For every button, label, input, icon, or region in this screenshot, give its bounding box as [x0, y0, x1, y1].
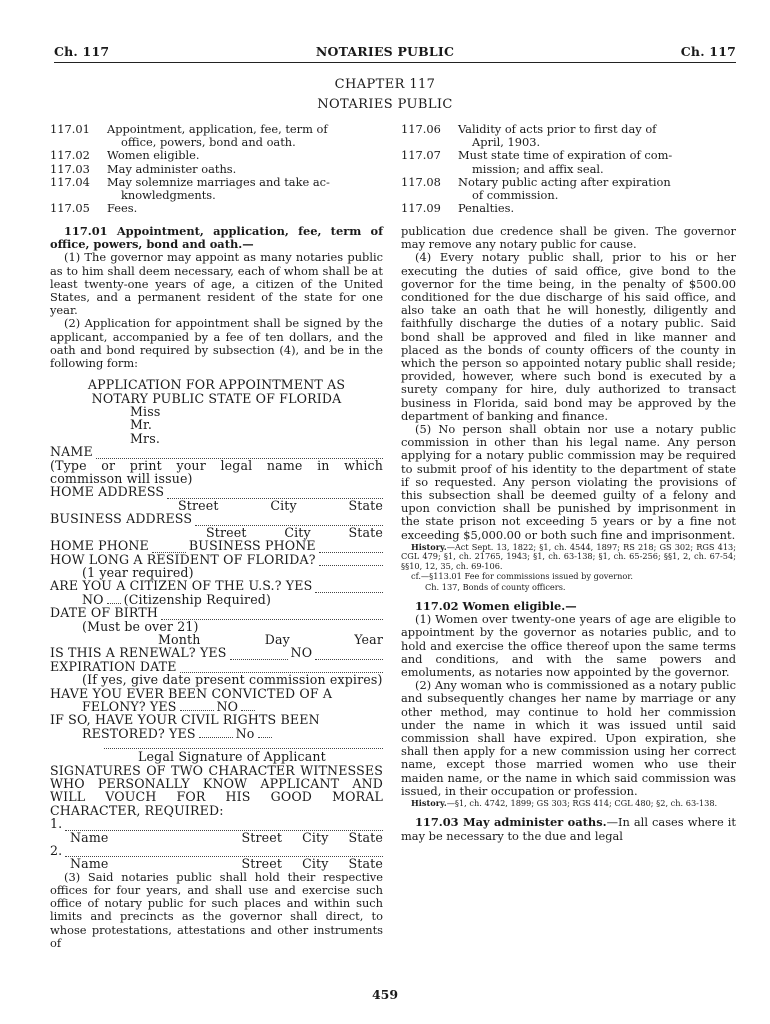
- field-label: BUSINESS PHONE: [188, 538, 316, 554]
- name-line: [50, 445, 383, 458]
- section-heading-117-03: 117.03 May administer oaths.: [415, 815, 607, 830]
- sublabel: Month: [158, 631, 201, 647]
- sublabel: Street: [178, 497, 219, 513]
- field-label: DATE OF BIRTH: [50, 605, 158, 621]
- address-sublabels: [50, 499, 383, 512]
- renewal-line: [50, 646, 383, 659]
- field-note: (Type or print your legal name in which commisson will issue): [50, 457, 383, 487]
- toc-item: [401, 123, 736, 149]
- restored-line: [50, 727, 383, 740]
- field-label: 1.: [50, 816, 63, 832]
- residency-line: [50, 553, 383, 566]
- sublabel: State: [348, 829, 383, 845]
- toc-number: 117.07: [401, 148, 441, 163]
- sublabel: Street: [241, 829, 283, 845]
- blank-line: [161, 609, 383, 620]
- blank-line: [65, 846, 383, 857]
- sublabel: Street: [241, 856, 283, 872]
- sublabel: City: [284, 524, 311, 540]
- field-label: HOW LONG A RESIDENT OF FLORIDA?: [50, 551, 316, 567]
- field-label: IS THIS A RENEWAL? YES: [50, 645, 227, 661]
- header-rule: [54, 62, 736, 63]
- running-header-right: Ch. 117: [680, 44, 736, 59]
- address-sublabels: [50, 526, 383, 539]
- toc-text: Women eligible.: [107, 148, 200, 163]
- field-label: 2.: [50, 843, 63, 859]
- sublabel: State: [348, 497, 383, 513]
- field-label: FELONY? YES: [82, 698, 177, 714]
- citizen-no-line: [50, 593, 383, 606]
- field-label: HAVE YOU EVER BEEN CONVICTED OF A: [50, 685, 333, 701]
- running-header-center: NOTARIES PUBLIC: [315, 44, 455, 59]
- toc-text: May solemnize marriages and take ac-: [107, 174, 330, 189]
- blank-line: [180, 701, 214, 711]
- toc-right: [401, 123, 736, 215]
- blank-line: [319, 542, 383, 553]
- field-label: RESTORED? YES: [82, 725, 196, 741]
- toc-text: May administer oaths.: [107, 161, 237, 176]
- sublabel: State: [348, 524, 383, 540]
- blank-line: [241, 701, 255, 711]
- witness-sublabels: [50, 857, 383, 870]
- blank-line: [199, 728, 233, 738]
- toc-text: Validity of acts prior to first day of: [458, 122, 657, 136]
- history-label: History.: [411, 541, 447, 552]
- toc-text: Must state time of expiration of com-: [458, 148, 673, 163]
- field-label: No: [235, 725, 255, 741]
- field-note: (If yes, give date present commission expires): [82, 672, 383, 688]
- page-number: 459: [371, 987, 399, 1002]
- sublabel: Name: [70, 829, 109, 845]
- phone-line: [50, 539, 383, 552]
- toc-number: 117.04: [50, 174, 90, 189]
- witness-sublabels: [50, 831, 383, 844]
- toc-text-cont: April, 1903.: [472, 135, 541, 150]
- paragraph-continued: publication due credence shall be given. The governor may remove any notary public for cause.: [401, 224, 736, 252]
- field-label: ARE YOU A CITIZEN OF THE U.S.? YES: [50, 578, 313, 594]
- history-text: —Act Sept. 13, 1822; §1, ch. 4544, 1897; RS 218; GS 302; RGS 413; CGL 479; §1, ch. 21765, 1943; §1, ch. 63-138; §1, ch. 65-256; §§1, 2, ch. 67-54; §§10, 12, 35, ch. 69-106.: [401, 541, 736, 571]
- field-label: NAME: [50, 444, 93, 460]
- toc-number: 117.01: [50, 122, 90, 136]
- paragraph: (1) The governor may appoint as many notaries public as to him shall deem necessary, each of whom shall be at least twenty-one years of age, a citizen of the United States, and a permanent resident of the state for one year.: [50, 250, 383, 318]
- chapter-subtitle: NOTARIES PUBLIC: [317, 97, 453, 112]
- history-note: [401, 799, 736, 808]
- history-label: History.: [411, 797, 447, 808]
- field-label: BUSINESS ADDRESS: [50, 511, 193, 527]
- history-note: [401, 543, 736, 571]
- toc-number: 117.02: [50, 148, 90, 163]
- toc-item: [401, 176, 736, 202]
- witness-instructions: SIGNATURES OF TWO CHARACTER WITNESSES WHO PERSONALLY KNOW APPLICANT AND WILL VOUCH FOR HIS GOOD MORAL CHARACTER, REQUIRED:: [50, 762, 383, 818]
- toc-number: 117.09: [401, 201, 441, 216]
- toc-text-cont: office, powers, bond and oath.: [121, 135, 296, 150]
- toc-item: [50, 163, 385, 176]
- sublabel: Day: [264, 631, 290, 647]
- toc-item: [50, 176, 385, 202]
- section-heading-117-02: 117.02 Women eligible.—: [415, 598, 577, 613]
- toc-text: Notary public acting after expiration: [458, 174, 671, 189]
- blank-line: [258, 728, 272, 738]
- history-text: —§1, ch. 4742, 1899; GS 303; RGS 414; CGL 480; §2, ch. 63-138.: [446, 797, 718, 808]
- salutation: Mrs.: [130, 430, 160, 446]
- toc-number: 117.08: [401, 174, 441, 189]
- blank-line: [319, 555, 383, 566]
- paragraph: (1) Women over twenty-one years of age are eligible to appointment by the governor as notaries public, and to hold and exercise the office thereof upon the same terms and conditions, and with the same powers and emoluments, as notaries now appointed by the governor.: [401, 612, 736, 679]
- cross-reference: cf.—§113.01 Fee for commissions issued by governor.: [411, 571, 633, 582]
- toc-text-cont: knowledgments.: [121, 188, 216, 203]
- toc-number: 117.05: [50, 201, 90, 216]
- blank-line: [230, 650, 288, 660]
- witness-1-line: [50, 817, 383, 830]
- blank-line: [107, 594, 121, 604]
- business-address-line: [50, 512, 383, 525]
- section-117-03: [401, 816, 736, 842]
- form-title: NOTARY PUBLIC STATE OF FLORIDA: [91, 390, 342, 406]
- left-column: [50, 225, 383, 950]
- signature-line: Legal Signature of Applicant: [104, 748, 383, 763]
- paragraph: (4) Every notary public shall, prior to his or her executing the duties of said office, give bond to the governor for the time being, in the penalty of $500.00 conditioned for the due discharge of his said office, and also take an oath that he will honestly, diligently and faithfully discharge the duties of a notary public. Said bond shall be approved and filed in like manner and placed as the bonds of county officers of the county in which the person so appointed notary public shall reside; provided, however, where such bond is executed by a surety company for hire, duly authorized to transact business in Florida, said bond may be approved by the department of banking and finance.: [401, 250, 736, 423]
- application-form: [50, 378, 383, 871]
- field-note: (1 year required): [82, 564, 194, 580]
- sublabel: City: [270, 497, 297, 513]
- date-sublabels: [50, 633, 383, 646]
- toc-number: 117.06: [401, 122, 441, 136]
- expiration-line: [50, 660, 383, 673]
- running-header-left: Ch. 117: [54, 44, 110, 59]
- form-title: APPLICATION FOR APPOINTMENT AS: [87, 377, 346, 393]
- felony-line: [50, 700, 383, 713]
- paragraph: (2) Application for appointment shall be signed by the applicant, accompanied by a fee of ten dollars, and the oath and bond required by subsection (4), and be in the following form:: [50, 316, 383, 371]
- toc-item: [50, 123, 385, 149]
- dob-line: [50, 606, 383, 619]
- sublabel: City: [302, 829, 329, 845]
- paragraph: (5) No person shall obtain nor use a notary public commission in other than his legal name. Any person applying for a notary public commission may be required to submit proof of his identity to the department of state if so requested. Any person violating the provisions of this subsection shall be deemed guilty of a felony and upon conviction shall be punished by imprisonment in the state prison not exceeding 5 years or by a fine not exceeding $5,000.00 or both such fine and imprisonment.: [401, 422, 736, 542]
- field-label: NO: [216, 698, 239, 714]
- sublabel: Street: [206, 524, 247, 540]
- paragraph: (2) Any woman who is commissioned as a notary public and subsequently changes her name by marriage or any other method, may continue to hold her commission under the name in which it was issued until said commission shall have expired. Upon expiration, she shall then apply for a new commission using her correct name, except those married women who use their maiden name, or the name in which said commission was issued, in their occupation or profession.: [401, 678, 736, 798]
- toc-left: [50, 123, 385, 215]
- blank-line: [315, 582, 383, 593]
- toc-item: [401, 149, 736, 175]
- field-label: EXPIRATION DATE: [50, 658, 177, 674]
- field-note: (Must be over 21): [82, 618, 199, 634]
- blank-line: [65, 820, 383, 831]
- blank-line: [315, 649, 383, 660]
- field-label: NO: [82, 591, 104, 607]
- toc-text: Appointment, application, fee, term of: [107, 122, 328, 136]
- toc-item: [50, 149, 385, 162]
- field-label: NO: [290, 645, 313, 661]
- field-note: (Citizenship Required): [123, 591, 272, 607]
- field-label: HOME PHONE: [50, 538, 149, 554]
- toc-text-cont: mission; and affix seal.: [472, 161, 604, 176]
- sublabel: Year: [354, 631, 383, 647]
- cross-reference: Ch. 137, Bonds of county officers.: [425, 581, 566, 592]
- sublabel: State: [348, 856, 383, 872]
- sublabel: Name: [70, 856, 109, 872]
- section-heading-117-01: 117.01 Appointment, application, fee, term of office, powers, bond and oath.—: [50, 224, 383, 252]
- sublabel: City: [302, 856, 329, 872]
- toc-text: Penalties.: [458, 201, 515, 216]
- home-address-line: [50, 485, 383, 498]
- witness-2-line: [50, 844, 383, 857]
- toc-item: [401, 202, 736, 215]
- citizen-line: [50, 579, 383, 592]
- toc-text: Fees.: [107, 201, 138, 216]
- salutation: Miss: [130, 404, 161, 420]
- toc-number: 117.03: [50, 161, 90, 176]
- right-column: [401, 225, 736, 843]
- salutation: Mr.: [130, 417, 152, 433]
- chapter-title: CHAPTER 117: [334, 77, 436, 92]
- toc-text-cont: of commission.: [472, 188, 559, 203]
- field-label: IF SO, HAVE YOUR CIVIL RIGHTS BEEN: [50, 712, 320, 728]
- paragraph: (3) Said notaries public shall hold their respective offices for four years, and shall use and exercise such office of notary public for such places and within such limits and precincts as the governor shall direct, to whose protestations, attestations and other instruments of: [50, 869, 383, 950]
- field-label: HOME ADDRESS: [50, 484, 165, 500]
- section-text: —In all cases where it may be necessary to the due and legal: [401, 815, 736, 843]
- toc-item: [50, 202, 385, 215]
